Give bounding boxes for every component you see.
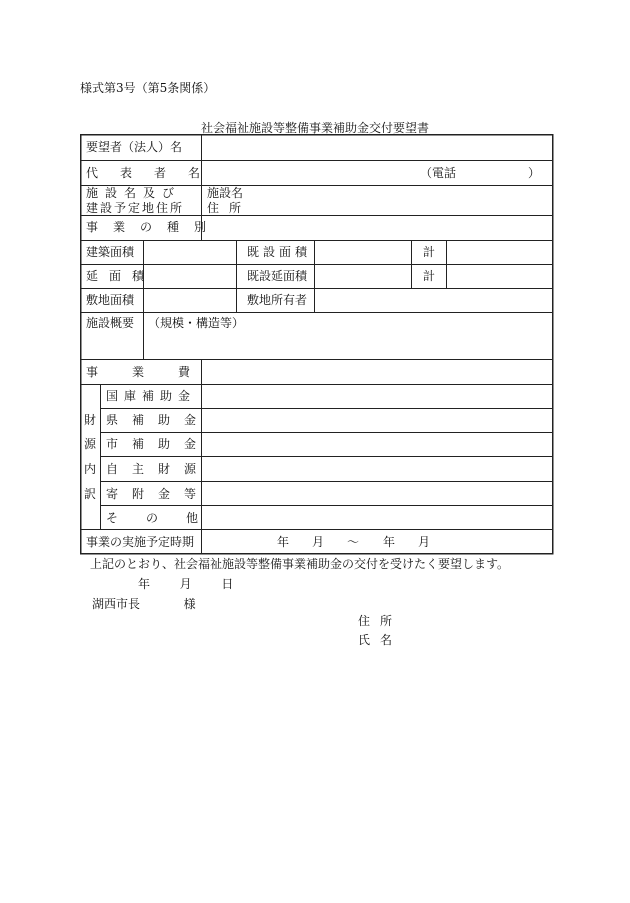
schedule-year-2: 年 bbox=[383, 535, 396, 549]
funding-item-other: その他 bbox=[106, 511, 227, 525]
schedule-label: 事業の実施予定時期 bbox=[86, 535, 195, 549]
building-area-label: 建築面積 bbox=[86, 245, 135, 259]
request-date bbox=[138, 578, 233, 590]
applicant-name-label: 氏名 bbox=[358, 633, 403, 647]
business-type-label: 事業の種別 bbox=[86, 220, 222, 234]
existing-area-label: 既設面積 bbox=[247, 245, 312, 259]
funding-item-city: 市補助金 bbox=[106, 437, 211, 451]
funding-char-2: 源 bbox=[84, 437, 97, 451]
funding-item-prefecture: 県補助金 bbox=[106, 413, 211, 427]
date-day: 日 bbox=[221, 577, 234, 591]
form-number: 様式第3号（第5条関係） bbox=[80, 81, 216, 95]
phone-close: ） bbox=[528, 166, 541, 180]
facility-label-1: 施設名及び bbox=[86, 186, 182, 200]
addressee-name: 湖西市長 bbox=[92, 597, 141, 611]
representative-label: 代表者名 bbox=[86, 166, 223, 180]
funding-item-own: 自主財源 bbox=[106, 462, 211, 476]
facility-address-label: 住所 bbox=[207, 201, 252, 215]
requester-name-label: 要望者（法人）名 bbox=[86, 140, 183, 154]
facility-label-2: 建設予定地住所 bbox=[86, 201, 185, 215]
phone-label: （電話 bbox=[420, 166, 457, 180]
overview-label: 施設概要 bbox=[86, 316, 135, 330]
addressee bbox=[92, 598, 196, 610]
funding-char-4: 訳 bbox=[84, 487, 97, 501]
schedule-tilde: 〜 bbox=[347, 535, 360, 549]
project-cost-label: 事業費 bbox=[86, 365, 225, 379]
overview-hint: （規模・構造等） bbox=[148, 316, 245, 330]
total-label-2: 計 bbox=[423, 269, 436, 283]
existing-floor-area-label: 既設延面積 bbox=[247, 269, 308, 283]
facility-name-label: 施設名 bbox=[207, 186, 244, 200]
schedule-month-2: 月 bbox=[418, 535, 431, 549]
site-area-label: 敷地面積 bbox=[86, 293, 135, 307]
site-owner-label: 敷地所有者 bbox=[247, 293, 308, 307]
schedule-month-1: 月 bbox=[312, 535, 325, 549]
funding-item-donation: 寄附金等 bbox=[106, 487, 211, 501]
floor-area-label: 延面積 bbox=[86, 269, 156, 283]
funding-char-1: 財 bbox=[84, 413, 97, 427]
funding-item-national: 国庫補助金 bbox=[106, 389, 197, 403]
addressee-honorific: 様 bbox=[183, 597, 196, 611]
funding-char-3: 内 bbox=[84, 462, 97, 476]
schedule-year-1: 年 bbox=[277, 535, 290, 549]
total-label: 計 bbox=[423, 245, 436, 259]
request-statement: 上記のとおり、社会福祉施設等整備事業補助金の交付を受けたく要望します。 bbox=[90, 557, 510, 571]
date-year: 年 bbox=[138, 577, 151, 591]
document-title: 社会福祉施設等整備事業補助金交付要望書 bbox=[200, 121, 429, 135]
applicant-address-label: 住所 bbox=[358, 614, 403, 628]
date-month: 月 bbox=[179, 577, 192, 591]
